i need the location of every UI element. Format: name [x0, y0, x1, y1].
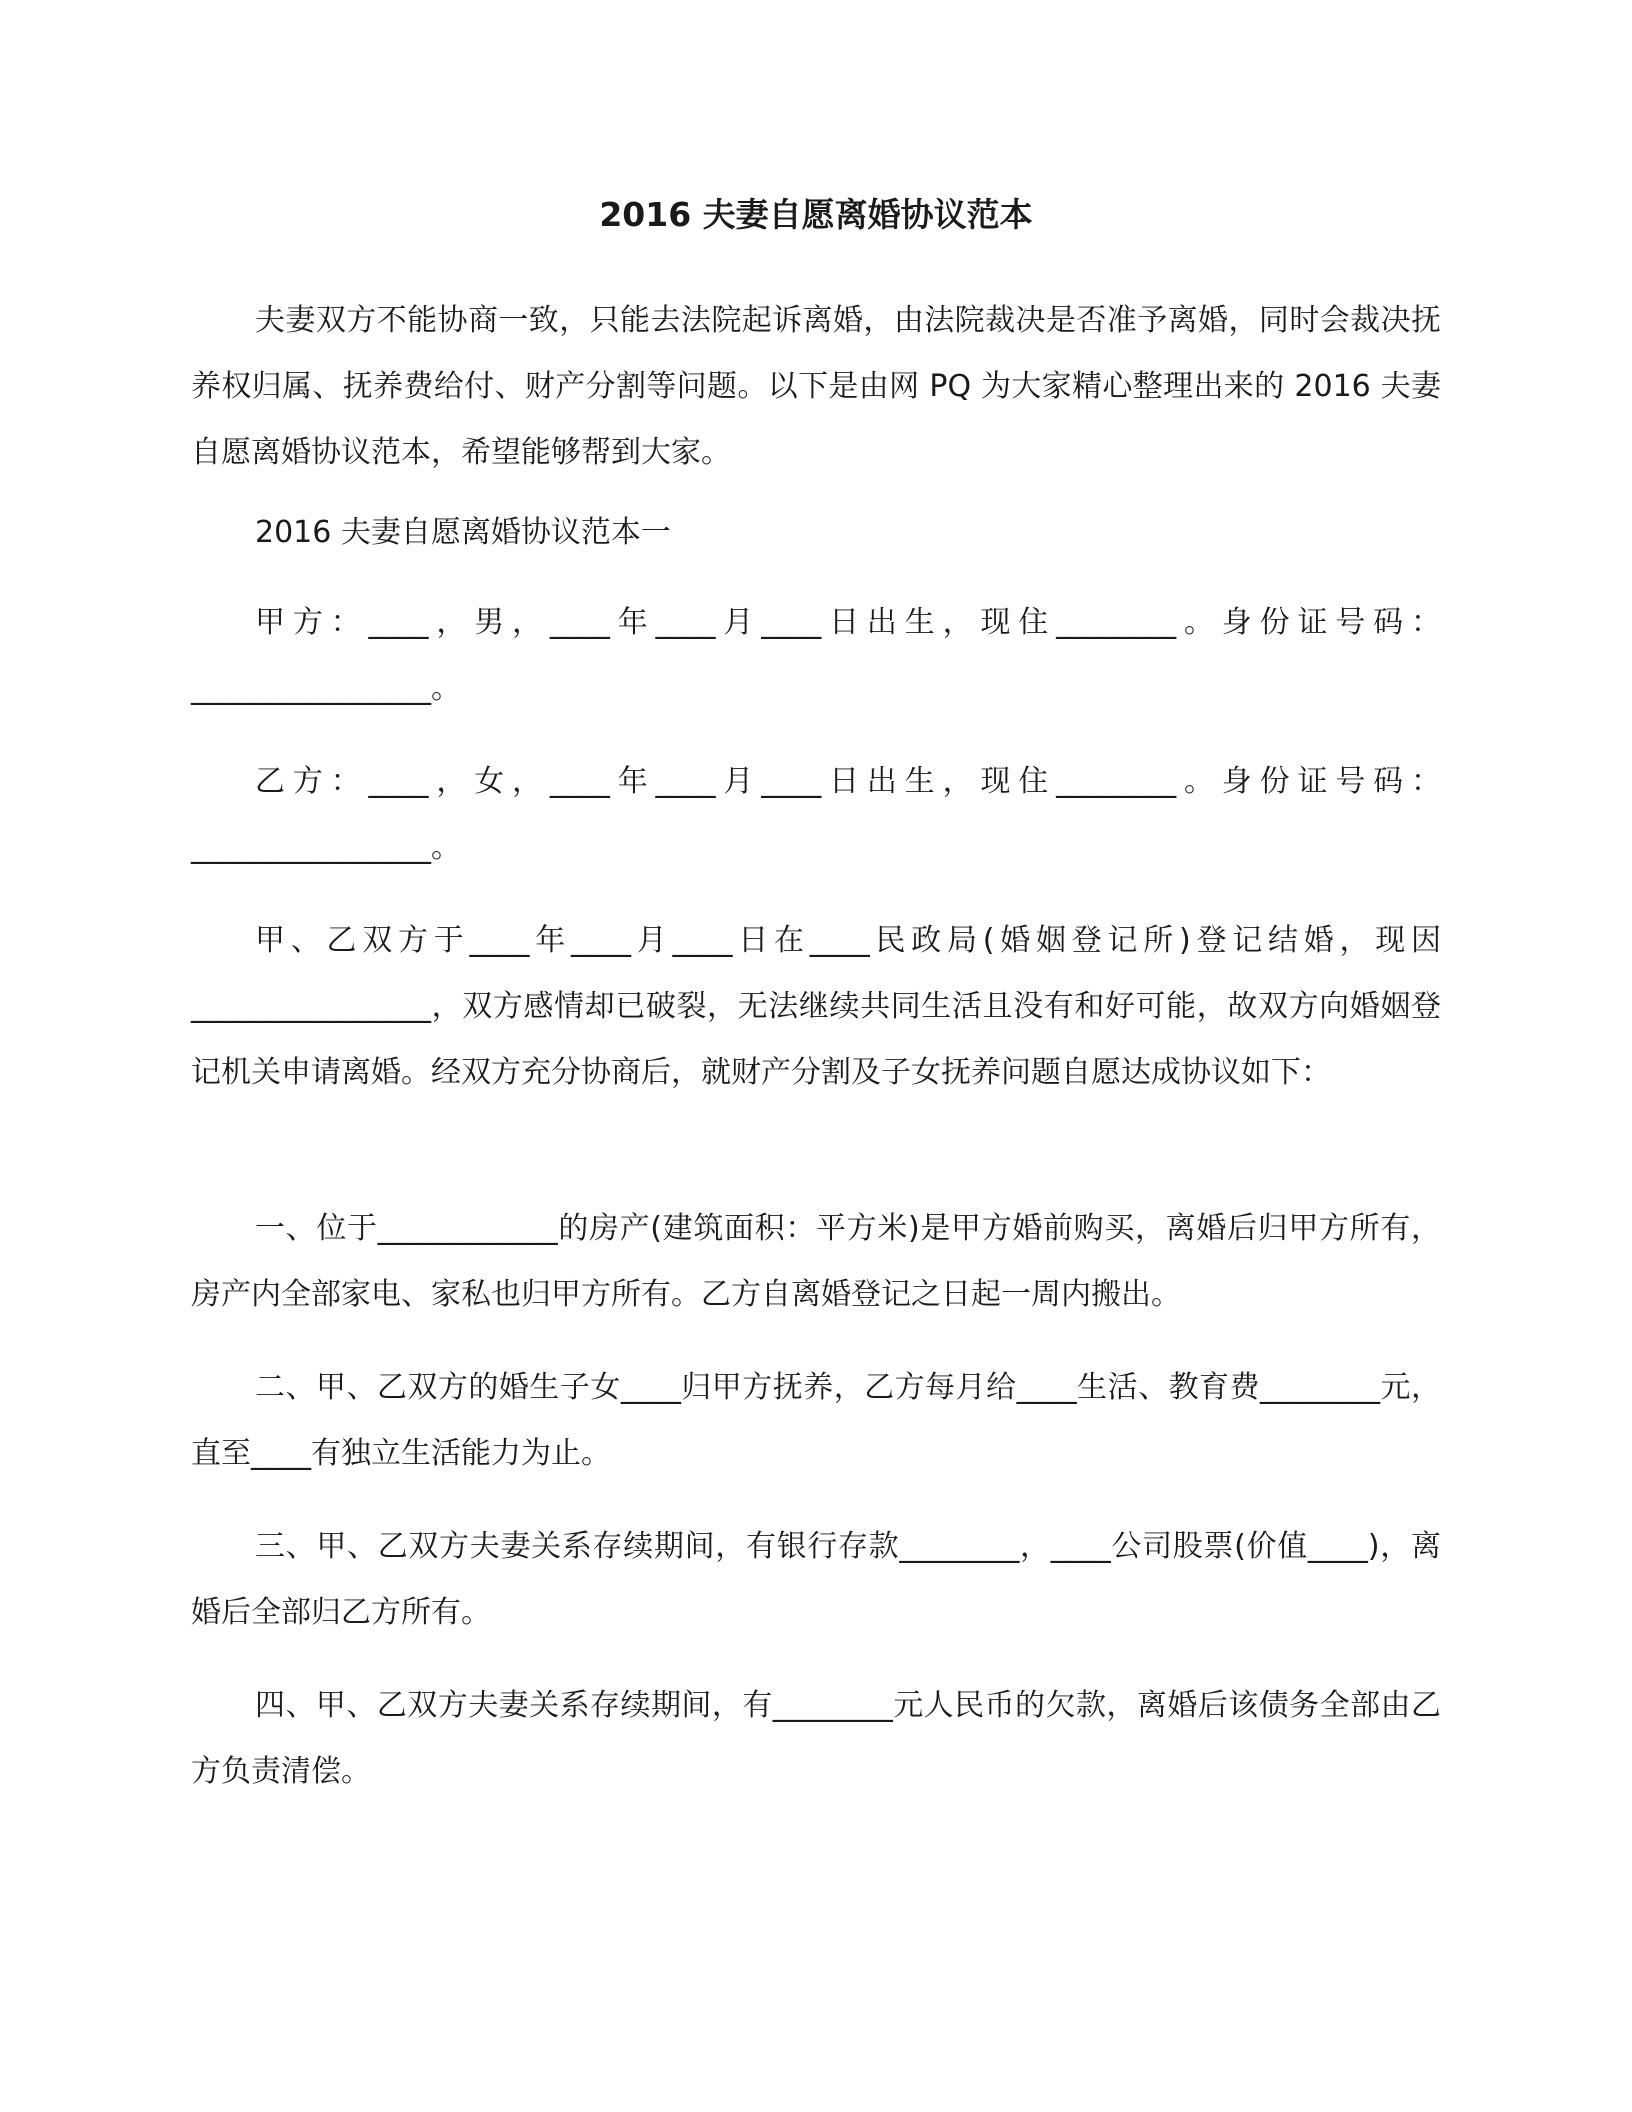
clause-2-paragraph: 二、甲、乙双方的婚生子女____归甲方抚养，乙方每月给____生活、教育费________元，直至____有独立生活能力为止。 [191, 1370, 1441, 1471]
clause-4-paragraph: 四、甲、乙双方夫妻关系存续期间，有________元人民币的欠款，离婚后该债务全部由乙方负责清偿。 [191, 1688, 1441, 1789]
party-b-paragraph: 乙方：____，女，____年____月____日出生，现住________。身份证号码：________________。 [191, 764, 1441, 865]
clause-1-paragraph: 一、位于____________的房产(建筑面积：平方米)是甲方婚前购买，离婚后归甲方所有，房产内全部家电、家私也归甲方所有。乙方自离婚登记之日起一周内搬出。 [191, 1211, 1441, 1312]
document-title: 2016 夫妻自愿离婚协议范本 [599, 195, 1033, 234]
intro-paragraph: 夫妻双方不能协商一致，只能去法院起诉离婚，由法院裁决是否准予离婚，同时会裁决抚养权归属、抚养费给付、财产分割等问题。以下是由网 PQ 为大家精心整理出来的 2016 夫妻自愿离婚协议范本，希望能够帮到大家。 [191, 303, 1441, 470]
section-heading: 2016 夫妻自愿离婚协议范本一 [255, 515, 671, 550]
clause-3-paragraph: 三、甲、乙双方夫妻关系存续期间，有银行存款________，____公司股票(价值____)，离婚后全部归乙方所有。 [191, 1529, 1441, 1630]
party-a-paragraph: 甲方：____，男，____年____月____日出生，现住________。身份证号码：________________。 [191, 605, 1441, 706]
marriage-paragraph: 甲、乙双方于____年____月____日在____民政局(婚姻登记所)登记结婚，现因________________，双方感情却已破裂，无法继续共同生活且没有和好可能，故双方向婚姻登记机关申请离婚。经双方充分协商后，就财产分割及子女抚养问题自愿达成协议如下： [191, 923, 1441, 1090]
